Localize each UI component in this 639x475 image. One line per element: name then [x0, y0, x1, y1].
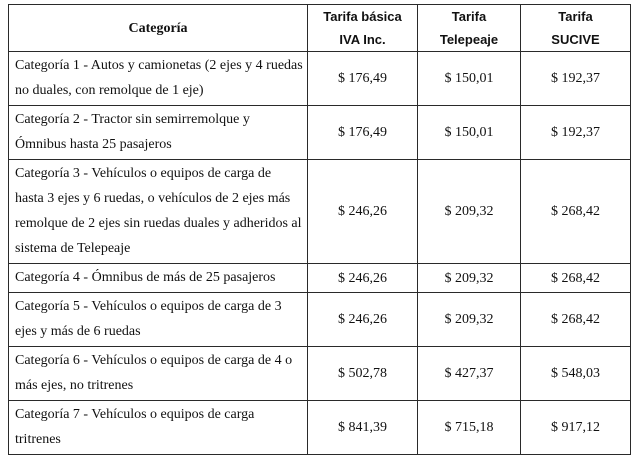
header-telepeaje-line1: Tarifa — [451, 9, 487, 24]
header-basic-line2: IVA Inc. — [339, 32, 386, 47]
table-row — [9, 160, 631, 264]
table-row — [9, 264, 631, 293]
table-row — [9, 106, 631, 160]
telepeaje-rate-cell: $ 150,01 — [418, 52, 521, 106]
sucive-rate-cell: $ 917,12 — [521, 401, 631, 455]
basic-rate-cell: $ 176,49 — [308, 52, 418, 106]
header-sucive-rate — [521, 5, 631, 52]
basic-rate-cell: $ 246,26 — [308, 293, 418, 347]
telepeaje-rate-cell: $ 209,32 — [418, 264, 521, 293]
table-row — [9, 52, 631, 106]
category-cell: Categoría 1 - Autos y camionetas (2 ejes y 4 ruedas no duales, con remolque de 1 eje) — [9, 52, 308, 106]
basic-rate-cell: $ 502,78 — [308, 347, 418, 401]
category-cell: Categoría 6 - Vehículos o equipos de carga de 4 o más ejes, no tritrenes — [9, 347, 308, 401]
telepeaje-rate-cell: $ 150,01 — [418, 106, 521, 160]
sucive-rate-cell: $ 192,37 — [521, 106, 631, 160]
basic-rate-cell: $ 246,26 — [308, 160, 418, 264]
category-cell: Categoría 2 - Tractor sin semirremolque y Ómnibus hasta 25 pasajeros — [9, 106, 308, 160]
sucive-rate-cell: $ 192,37 — [521, 52, 631, 106]
sucive-rate-cell: $ 268,42 — [521, 293, 631, 347]
table-row — [9, 293, 631, 347]
telepeaje-rate-cell: $ 427,37 — [418, 347, 521, 401]
table-row — [9, 401, 631, 455]
sucive-rate-cell: $ 548,03 — [521, 347, 631, 401]
table-row — [9, 347, 631, 401]
header-telepeaje-rate — [418, 5, 521, 52]
telepeaje-rate-cell: $ 209,32 — [418, 160, 521, 264]
header-telepeaje-line2: Telepeaje — [439, 32, 499, 47]
basic-rate-cell: $ 176,49 — [308, 106, 418, 160]
sucive-rate-cell: $ 268,42 — [521, 264, 631, 293]
toll-rates-table — [8, 4, 631, 455]
basic-rate-cell: $ 246,26 — [308, 264, 418, 293]
header-row — [9, 5, 631, 52]
basic-rate-cell: $ 841,39 — [308, 401, 418, 455]
category-cell: Categoría 7 - Vehículos o equipos de carga tritrenes — [9, 401, 308, 455]
category-cell: Categoría 5 - Vehículos o equipos de carga de 3 ejes y más de 6 ruedas — [9, 293, 308, 347]
telepeaje-rate-cell: $ 209,32 — [418, 293, 521, 347]
header-basic-rate — [308, 5, 418, 52]
header-category: Categoría — [9, 5, 308, 52]
header-basic-line1: Tarifa básica — [323, 9, 402, 24]
telepeaje-rate-cell: $ 715,18 — [418, 401, 521, 455]
header-sucive-line2: SUCIVE — [551, 32, 600, 47]
header-sucive-line1: Tarifa — [558, 9, 593, 24]
category-cell: Categoría 4 - Ómnibus de más de 25 pasajeros — [9, 264, 308, 293]
category-cell: Categoría 3 - Vehículos o equipos de carga de hasta 3 ejes y 6 ruedas, o vehículos de 2 ejes más remolque de 2 ejes sin ruedas duales y adheridos al sistema de Telepeaje — [9, 160, 308, 264]
sucive-rate-cell: $ 268,42 — [521, 160, 631, 264]
